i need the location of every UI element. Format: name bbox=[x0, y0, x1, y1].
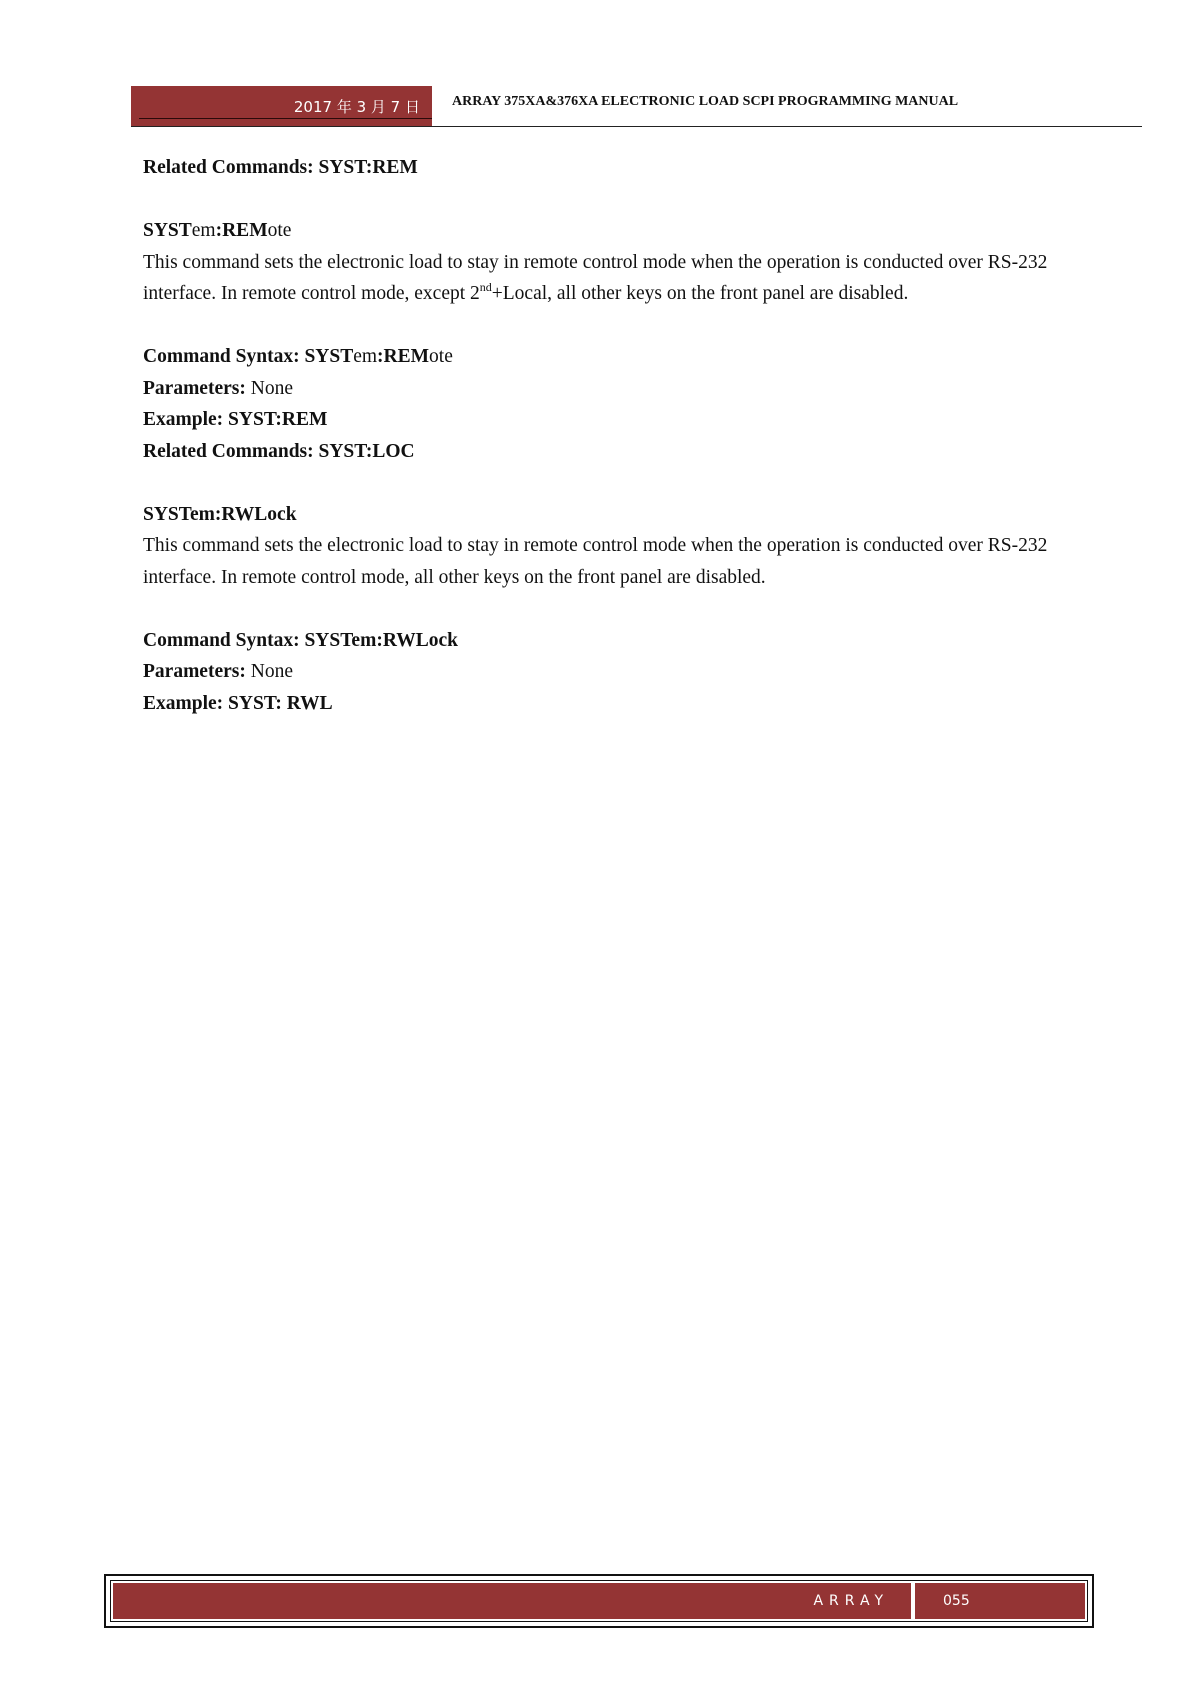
header-date-bar bbox=[131, 86, 432, 126]
section-heading-system-remote: SYSTem:REMote bbox=[143, 220, 292, 241]
description-line: interface. In remote control mode, all other keys on the front panel are disabled. bbox=[143, 566, 766, 588]
example-line: Example: SYST:REM bbox=[143, 409, 328, 430]
footer-brand-bar bbox=[113, 1583, 911, 1619]
footer-frame bbox=[104, 1574, 1094, 1628]
related-commands-line bbox=[143, 152, 1133, 184]
page-number: 055 bbox=[943, 1593, 970, 1609]
parameters-line: Parameters: None bbox=[143, 377, 293, 399]
example-line: Example: SYST: RWL bbox=[143, 692, 333, 714]
description-line: This command sets the electronic load to stay in remote control mode when the operation is conducted over RS-232 bbox=[143, 535, 1048, 556]
footer-inner-frame bbox=[110, 1580, 1088, 1622]
parameters-line: Parameters: None bbox=[143, 661, 293, 682]
related-commands-text: Related Commands: SYST:REM bbox=[143, 157, 418, 178]
header-title: ARRAY 375XA&376XA ELECTRONIC LOAD SCPI PROGRAMMING MANUAL bbox=[452, 94, 959, 109]
command-syntax-line: Command Syntax: SYSTem:RWLock bbox=[143, 629, 458, 651]
footer-brand: ARRAY bbox=[813, 1593, 889, 1609]
footer-page-box bbox=[915, 1583, 1085, 1619]
section-heading-system-rwlock: SYSTem:RWLock bbox=[143, 503, 297, 525]
header-date-underline bbox=[139, 118, 432, 119]
header-rule bbox=[131, 126, 1142, 127]
description-line: interface. In remote control mode, except 2nd+Local, all other keys on the front panel are disabled. bbox=[143, 280, 909, 304]
description-line: This command sets the electronic load to stay in remote control mode when the operation is conducted over RS-232 bbox=[143, 251, 1048, 273]
page-content bbox=[143, 152, 1133, 719]
related-commands-line: Related Commands: SYST:LOC bbox=[143, 440, 415, 462]
command-syntax-line: Command Syntax: SYSTem:REMote bbox=[143, 346, 453, 367]
header-date: 2017 年 3 月 7 日 bbox=[293, 97, 420, 116]
